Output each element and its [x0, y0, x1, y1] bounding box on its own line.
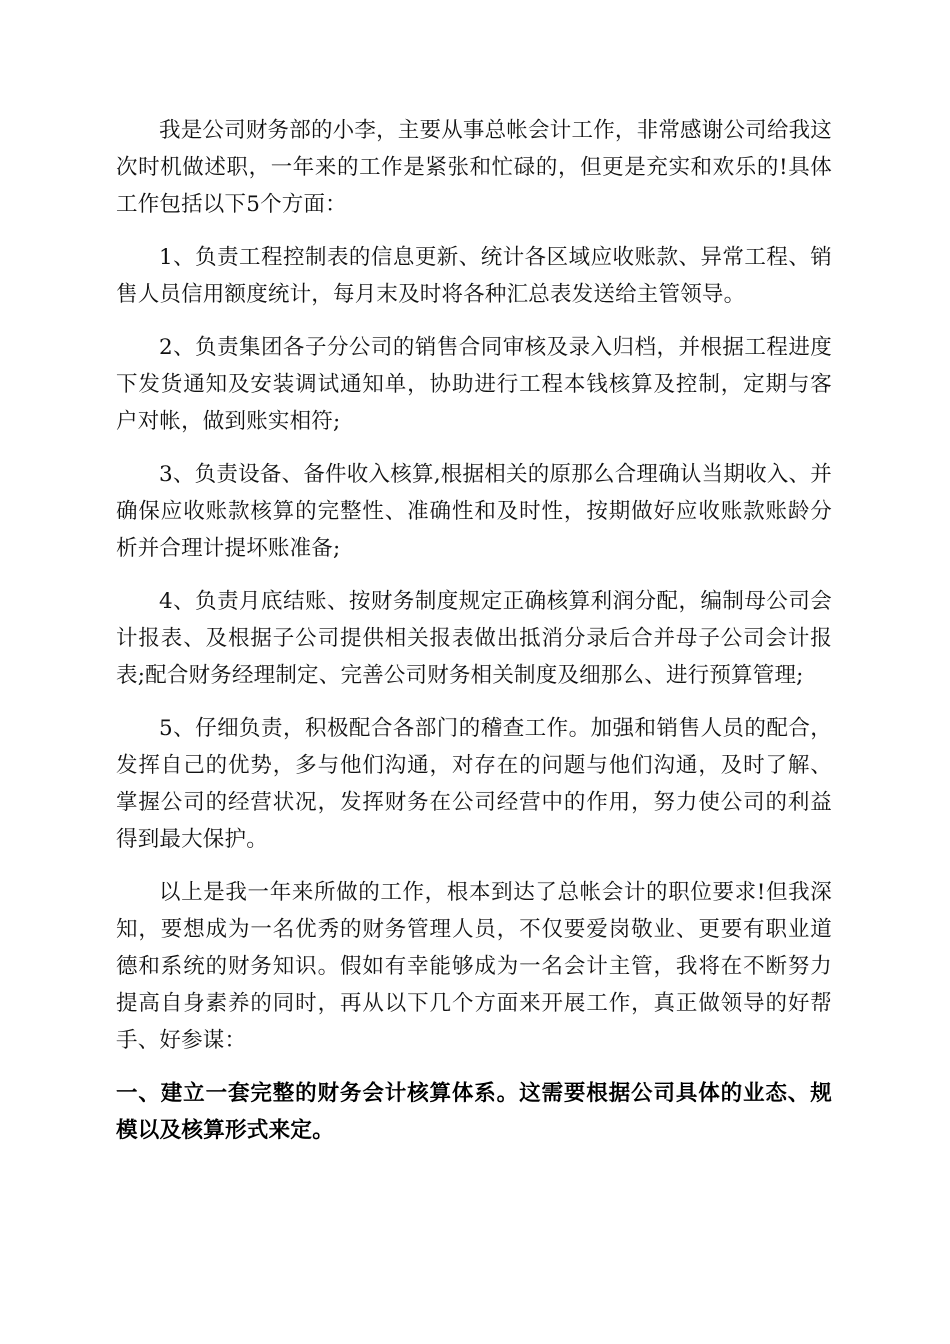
section-heading: 一、建立一套完整的财务会计核算体系。这需要根据公司具体的业态、规模以及核算形式来定。: [116, 1081, 832, 1143]
item-4-paragraph: 4、负责月底结账、按财务制度规定正确核算利润分配，编制母公司会计报表、及根据子公司提供相关报表做出抵消分录后合并母子公司会计报表;配合财务经理制定、完善公司财务相关制度及细那么、进行预算管理;: [116, 589, 832, 688]
item-5-paragraph: 5、仔细负责，积极配合各部门的稽查工作。加强和销售人员的配合，发挥自己的优势，多与他们沟通，对存在的问题与他们沟通，及时了解、掌握公司的经营状况，发挥财务在公司经营中的作用，努力使公司的利益得到最大保护。: [116, 716, 832, 852]
item-1-paragraph: 1、负责工程控制表的信息更新、统计各区域应收账款、异常工程、销售人员信用额度统计，每月末及时将各种汇总表发送给主管领导。: [116, 245, 832, 307]
summary-paragraph: 以上是我一年来所做的工作，根本到达了总帐会计的职位要求!但我深知，要想成为一名优秀的财务管理人员，不仅要爱岗敬业、更要有职业道德和系统的财务知识。假如有幸能够成为一名会计主管，我将在不断努力提高自身素养的同时，再从以下几个方面来开展工作，真正做领导的好帮手、好参谋：: [116, 880, 832, 1053]
item-3-paragraph: 3、负责设备、备件收入核算,根据相关的原那么合理确认当期收入、并确保应收账款核算的完整性、准确性和及时性，按期做好应收账款账龄分析并合理计提坏账准备;: [116, 462, 832, 561]
intro-paragraph: 我是公司财务部的小李，主要从事总帐会计工作，非常感谢公司给我这次时机做述职，一年来的工作是紧张和忙碌的，但更是充实和欢乐的!具体工作包括以下5个方面：: [116, 118, 832, 217]
item-2-paragraph: 2、负责集团各子分公司的销售合同审核及录入归档，并根据工程进度下发货通知及安装调试通知单，协助进行工程本钱核算及控制，定期与客户对帐，做到账实相符;: [116, 335, 832, 434]
document-body: [116, 112, 832, 1149]
